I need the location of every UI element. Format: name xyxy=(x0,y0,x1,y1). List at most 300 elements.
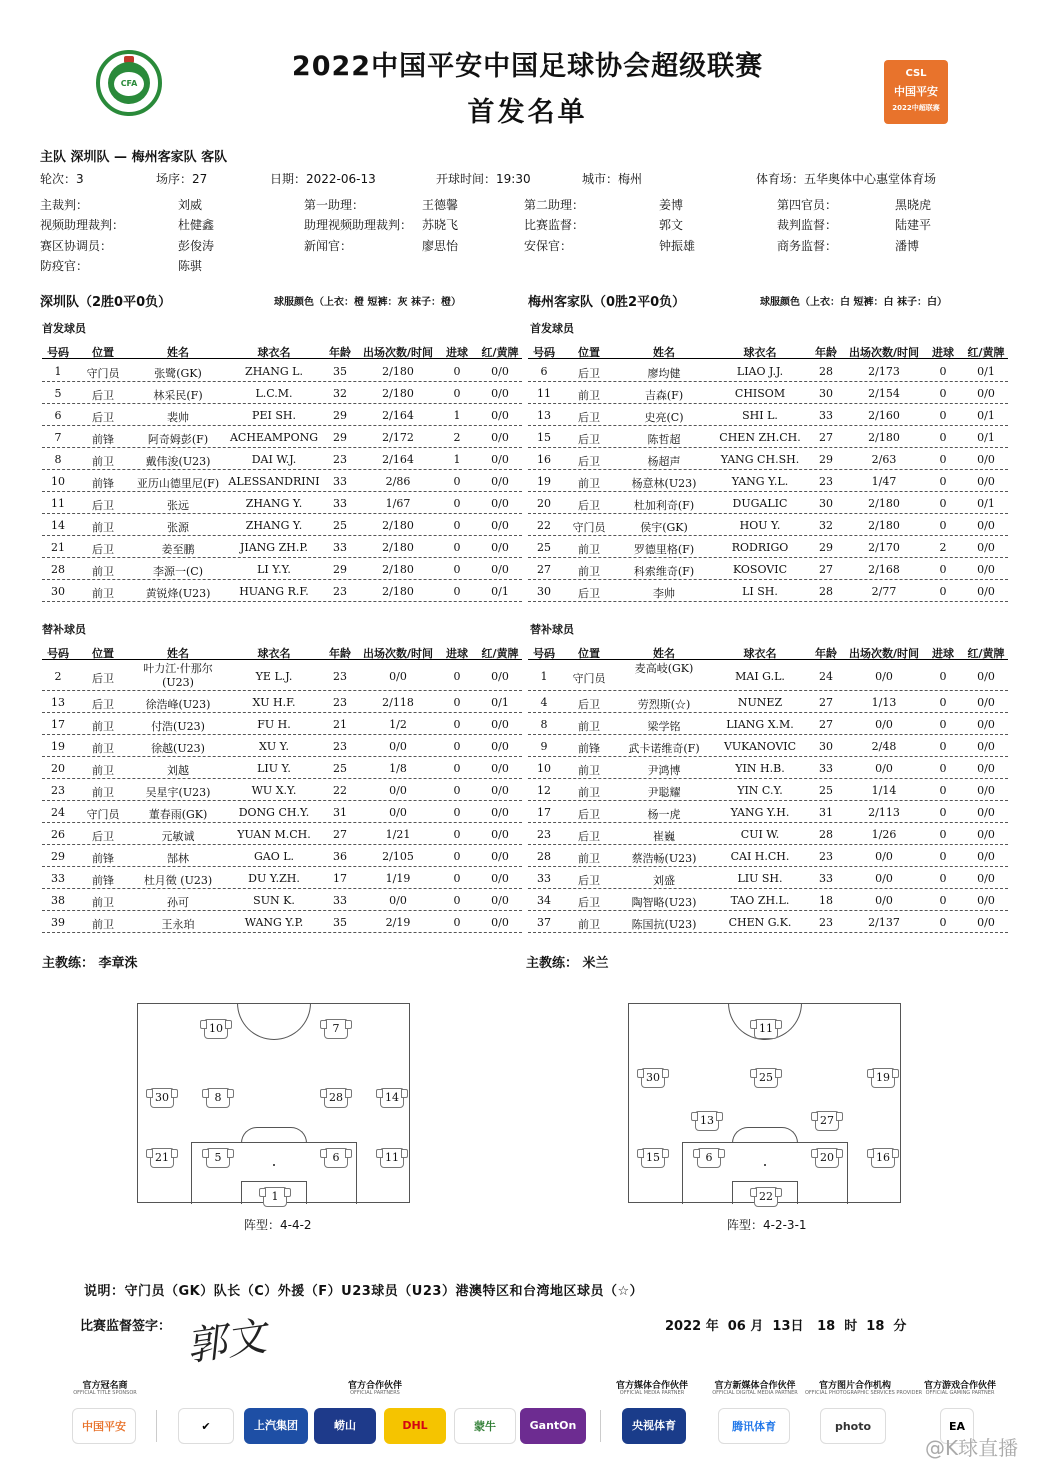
table-cell: 2/77 xyxy=(871,584,897,598)
sponsor-divider xyxy=(156,1410,157,1442)
table-cell: SUN K. xyxy=(253,893,295,907)
table-cell: 尹鸿博 xyxy=(647,763,681,777)
table-cell: LI SH. xyxy=(742,584,778,598)
table-cell: DUGALIC xyxy=(732,496,788,510)
table-cell: 24 xyxy=(51,805,65,819)
table-cell: 25 xyxy=(333,518,347,532)
row-rule xyxy=(528,535,1008,536)
table-cell: 10 xyxy=(51,474,65,488)
table-cell: ZHANG Y. xyxy=(245,518,303,532)
table-cell: 后卫 xyxy=(92,410,114,424)
row-rule xyxy=(528,932,1008,933)
table-cell: 23 xyxy=(333,739,347,753)
table-cell: 8 xyxy=(54,452,62,466)
table-cell: 2 xyxy=(939,540,947,554)
table-cell: 11 xyxy=(537,386,551,400)
official-label: 防疫官： xyxy=(40,259,89,273)
table-cell: 元敏诚 xyxy=(161,829,195,843)
sponsor-group-sub: OFFICIAL MEDIA PARTNER xyxy=(619,1390,685,1396)
table-cell: 17 xyxy=(51,717,65,731)
table-cell: 前卫 xyxy=(578,719,600,733)
table-cell: 0 xyxy=(453,540,461,554)
table-cell: 22 xyxy=(537,518,551,532)
table-cell: 0/0 xyxy=(491,849,509,863)
home-kit-colors: 球服颜色（上衣：橙 短裤：灰 袜子：橙） xyxy=(274,297,461,308)
table-cell: FU H. xyxy=(257,717,291,731)
table-cell: ALESSANDRINI xyxy=(228,474,320,488)
table-cell: 0 xyxy=(453,386,461,400)
table-cell: TAO ZH.L. xyxy=(730,893,790,907)
table-cell: 0/1 xyxy=(977,430,995,444)
table-cell: 0 xyxy=(453,915,461,929)
table-cell: 0 xyxy=(939,474,947,488)
away-formation-label: 阵型：4-2-3-1 xyxy=(727,1218,807,1232)
table-cell: 徐浩峰(U23) xyxy=(145,697,211,711)
table-cell: 25 xyxy=(819,783,833,797)
table-cell: 0/0 xyxy=(491,364,509,378)
row-rule xyxy=(528,513,1008,514)
row-rule xyxy=(42,579,522,580)
table-cell: 尹聪耀 xyxy=(647,785,681,799)
table-cell: 前卫 xyxy=(578,785,600,799)
sponsor-group-sub: OFFICIAL PHOTOGRAPHIC SERVICES PROVIDER xyxy=(805,1390,923,1396)
table-cell: 吉森(F) xyxy=(644,388,684,402)
table-cell: 0/0 xyxy=(491,761,509,775)
column-header: 位置 xyxy=(92,647,114,660)
column-header: 年龄 xyxy=(815,346,837,359)
column-header: 位置 xyxy=(92,346,114,359)
row-rule xyxy=(528,822,1008,823)
row-rule xyxy=(528,910,1008,911)
table-cell: 麦高岐(GK) xyxy=(634,662,694,675)
table-cell: CHEN G.K. xyxy=(728,915,792,929)
row-rule xyxy=(42,447,522,448)
row-rule xyxy=(528,866,1008,867)
table-cell: LIU SH. xyxy=(737,871,783,885)
column-header: 球衣名 xyxy=(257,647,291,660)
table-cell: 0/0 xyxy=(491,452,509,466)
row-rule xyxy=(528,579,1008,580)
table-cell: 39 xyxy=(51,915,65,929)
header-rule xyxy=(42,659,522,660)
table-cell: SHI L. xyxy=(742,408,778,422)
table-cell: 董春雨(GK) xyxy=(148,807,208,821)
sponsor-group-label: 官方媒体合作伙伴 xyxy=(615,1381,688,1391)
table-cell: 1/21 xyxy=(385,827,411,841)
sponsor-group-sub: OFFICIAL GAMING PARTNER xyxy=(925,1390,995,1396)
row-rule xyxy=(42,822,522,823)
table-cell: MAI G.L. xyxy=(735,669,785,683)
table-cell: 0/0 xyxy=(977,518,995,532)
table-cell: 2/105 xyxy=(382,849,414,863)
table-cell: 0/0 xyxy=(977,584,995,598)
table-cell: 33 xyxy=(819,408,833,422)
table-cell: 0 xyxy=(453,805,461,819)
table-cell: 23 xyxy=(819,915,833,929)
table-cell: 1/67 xyxy=(385,496,411,510)
table-cell: 7 xyxy=(54,430,62,444)
table-cell: 31 xyxy=(819,805,833,819)
table-cell: 19 xyxy=(51,739,65,753)
table-cell: 0 xyxy=(939,430,947,444)
table-cell: 前卫 xyxy=(92,763,114,777)
row-rule xyxy=(42,800,522,801)
table-cell: KOSOVIC xyxy=(732,562,787,576)
row-rule xyxy=(528,778,1008,779)
table-cell: LI Y.Y. xyxy=(257,562,291,576)
table-cell: LIU Y. xyxy=(257,761,291,775)
table-cell: CHEN ZH.CH. xyxy=(719,430,801,444)
table-cell: 33 xyxy=(819,761,833,775)
official-label: 第二助理： xyxy=(524,198,585,212)
official-name: 彭俊涛 xyxy=(178,239,215,253)
table-cell: 0/0 xyxy=(977,695,995,709)
table-cell: 2/19 xyxy=(385,915,411,929)
table-cell: 28 xyxy=(819,827,833,841)
table-cell: 1/47 xyxy=(871,474,897,488)
table-cell: 李源一(C) xyxy=(153,564,203,578)
sponsor-group-label: 官方图片合作机构 xyxy=(818,1381,891,1391)
official-label: 助理视频助理裁判： xyxy=(304,218,413,232)
table-cell: 0 xyxy=(939,518,947,532)
table-cell: 0/1 xyxy=(977,408,995,422)
table-cell: YUAN M.CH. xyxy=(237,827,311,841)
table-cell: 23 xyxy=(333,695,347,709)
table-cell: 后卫 xyxy=(92,498,114,512)
table-cell: YE L.J. xyxy=(255,669,293,683)
table-cell: 守门员 xyxy=(572,520,606,534)
table-cell: 0 xyxy=(939,562,947,576)
column-header: 年龄 xyxy=(329,346,351,359)
table-cell: 0/0 xyxy=(389,739,407,753)
round-info: 轮次：3 xyxy=(40,172,84,186)
row-rule xyxy=(528,469,1008,470)
table-cell: 杜加利奇(F) xyxy=(633,498,695,512)
player-jersey: 30 xyxy=(641,1068,665,1088)
table-cell: 33 xyxy=(333,496,347,510)
table-cell: 15 xyxy=(537,430,551,444)
sponsor-logo: ✔ xyxy=(178,1408,234,1444)
table-cell: 杨一虎 xyxy=(647,807,681,821)
sponsor-group-label: 官方合作伙伴 xyxy=(347,1381,402,1391)
table-cell: XU Y. xyxy=(259,739,289,753)
away-team-title: 梅州客家队（0胜2平0负） xyxy=(528,295,686,310)
table-cell: 29 xyxy=(333,408,347,422)
table-cell: 0/0 xyxy=(875,761,893,775)
table-cell: 11 xyxy=(51,496,65,510)
table-cell: 后卫 xyxy=(578,432,600,446)
player-jersey: 27 xyxy=(815,1111,839,1131)
player-jersey: 19 xyxy=(871,1068,895,1088)
table-cell: 崔巍 xyxy=(653,829,675,843)
sponsor-logo: 上汽集团 xyxy=(244,1408,308,1444)
official-label: 主裁判： xyxy=(40,198,89,212)
table-cell: 林采民(F) xyxy=(153,388,203,402)
table-cell: 前卫 xyxy=(578,564,600,578)
row-rule xyxy=(42,557,522,558)
table-cell: 后卫 xyxy=(92,542,114,556)
column-header: 红/黄牌 xyxy=(481,346,519,359)
table-cell: 2 xyxy=(453,430,461,444)
sponsor-logo: 崂山 xyxy=(314,1408,376,1444)
supervisor-signature: 郭文 xyxy=(183,1313,270,1371)
row-rule xyxy=(528,601,1008,602)
table-cell: 27 xyxy=(537,562,551,576)
table-cell: 13 xyxy=(537,408,551,422)
table-cell: 前卫 xyxy=(92,454,114,468)
kickoff-info: 开球时间：19:30 xyxy=(436,172,531,186)
row-rule xyxy=(42,403,522,404)
table-cell: 0/0 xyxy=(977,669,995,683)
row-rule xyxy=(42,756,522,757)
table-cell: 10 xyxy=(537,761,551,775)
table-cell: 0/0 xyxy=(491,871,509,885)
table-cell: 1 xyxy=(540,669,548,683)
table-cell: HOU Y. xyxy=(739,518,781,532)
table-cell: 裴帅 xyxy=(167,410,189,424)
player-jersey: 30 xyxy=(150,1088,174,1108)
table-cell: JIANG ZH.P. xyxy=(239,540,308,554)
away-formation-pitch xyxy=(628,1003,901,1203)
table-cell: 0/0 xyxy=(491,562,509,576)
table-cell: 33 xyxy=(51,871,65,885)
player-jersey: 25 xyxy=(754,1068,778,1088)
table-cell: 0 xyxy=(453,562,461,576)
table-cell: 30 xyxy=(819,386,833,400)
table-cell: 0 xyxy=(939,761,947,775)
table-cell: 前锋 xyxy=(578,741,600,755)
table-cell: CAI H.CH. xyxy=(730,849,790,863)
sponsor-logo: EA xyxy=(940,1408,974,1444)
table-cell: 0/0 xyxy=(977,540,995,554)
table-cell: 前卫 xyxy=(578,763,600,777)
table-cell: 后卫 xyxy=(578,454,600,468)
table-cell: 付浩(U23) xyxy=(151,719,205,733)
table-cell: 罗德里格(F) xyxy=(633,542,695,556)
sponsor-group-sub: OFFICIAL PARTNERS xyxy=(350,1390,400,1396)
table-cell: 22 xyxy=(333,783,347,797)
home-starters-label: 首发球员 xyxy=(42,322,86,335)
column-header: 红/黄牌 xyxy=(967,346,1005,359)
table-cell: HUANG R.F. xyxy=(239,584,309,598)
table-cell: 6 xyxy=(54,408,62,422)
column-header: 位置 xyxy=(578,346,600,359)
table-cell: 史亮(C) xyxy=(644,410,684,424)
table-cell: 蔡浩畅(U23) xyxy=(631,851,697,865)
table-cell: WANG Y.P. xyxy=(244,915,304,929)
table-cell: 32 xyxy=(819,518,833,532)
table-cell: 0 xyxy=(453,695,461,709)
table-cell: 0 xyxy=(939,893,947,907)
column-header: 进球 xyxy=(446,647,468,660)
home-team-title: 深圳队（2胜0平0负） xyxy=(40,295,172,310)
table-cell: 后卫 xyxy=(578,586,600,600)
table-cell: 1 xyxy=(453,408,461,422)
table-cell: 前锋 xyxy=(92,432,114,446)
table-cell: 0 xyxy=(453,849,461,863)
row-rule xyxy=(42,690,522,691)
column-header: 姓名 xyxy=(653,647,675,660)
table-cell: DAI W.J. xyxy=(251,452,297,466)
table-cell: YIN C.Y. xyxy=(737,783,783,797)
table-cell: 0 xyxy=(453,783,461,797)
table-cell: 1/26 xyxy=(871,827,897,841)
table-cell: 0 xyxy=(939,695,947,709)
official-name: 郭文 xyxy=(659,218,684,232)
table-cell: 前卫 xyxy=(92,917,114,931)
sponsor-group-sub: OFFICIAL DIGITAL MEDIA PARTNER xyxy=(712,1390,798,1396)
official-name: 陆建平 xyxy=(895,218,932,232)
row-rule xyxy=(528,734,1008,735)
table-cell: 侯宇(GK) xyxy=(640,520,688,534)
column-header: 号码 xyxy=(47,647,69,660)
table-cell: 2 xyxy=(54,669,62,683)
column-header: 号码 xyxy=(47,346,69,359)
table-cell: 2/164 xyxy=(382,452,414,466)
column-header: 年龄 xyxy=(329,647,351,660)
table-cell: 23 xyxy=(819,474,833,488)
table-cell: DU Y.ZH. xyxy=(248,871,300,885)
table-cell: 23 xyxy=(537,827,551,841)
table-cell: 18 xyxy=(819,893,833,907)
row-rule xyxy=(528,690,1008,691)
row-rule xyxy=(42,844,522,845)
table-cell: 0 xyxy=(453,717,461,731)
table-cell: 前锋 xyxy=(92,476,114,490)
official-label: 第四官员： xyxy=(777,198,838,212)
table-cell: 0 xyxy=(939,408,947,422)
row-rule xyxy=(42,491,522,492)
cfa-logo: CFA xyxy=(96,50,162,116)
table-cell: 0/0 xyxy=(875,871,893,885)
table-cell: 0 xyxy=(939,739,947,753)
table-cell: 0/1 xyxy=(977,364,995,378)
table-cell: 0/0 xyxy=(977,849,995,863)
table-cell: 0/0 xyxy=(491,518,509,532)
table-cell: 19 xyxy=(537,474,551,488)
column-header: 出场次数/时间 xyxy=(848,346,920,359)
table-cell: 陶智略(U23) xyxy=(631,895,697,909)
table-cell: 0 xyxy=(453,739,461,753)
table-cell: DONG CH.Y. xyxy=(238,805,310,819)
home-coach: 主教练： 李章洙 xyxy=(42,956,138,971)
row-rule xyxy=(528,425,1008,426)
table-cell: 17 xyxy=(537,805,551,819)
table-cell: YIN H.B. xyxy=(735,761,785,775)
table-cell: 0/1 xyxy=(491,695,509,709)
player-jersey: 22 xyxy=(754,1187,778,1207)
column-header: 红/黄牌 xyxy=(967,647,1005,660)
table-cell: 0/0 xyxy=(491,496,509,510)
column-header: 球衣名 xyxy=(743,346,777,359)
official-name: 杜健鑫 xyxy=(178,218,215,232)
table-cell: 后卫 xyxy=(578,873,600,887)
table-cell: 0/0 xyxy=(491,386,509,400)
column-header: 红/黄牌 xyxy=(481,647,519,660)
table-cell: 0/0 xyxy=(389,805,407,819)
table-cell: 2/180 xyxy=(382,386,414,400)
official-label: 视频助理裁判： xyxy=(40,218,125,232)
sponsor-logo: 腾讯体育 xyxy=(718,1408,790,1444)
row-rule xyxy=(42,888,522,889)
table-cell: 0 xyxy=(939,915,947,929)
table-cell: 6 xyxy=(540,364,548,378)
table-cell: 0 xyxy=(939,849,947,863)
table-cell: 2/86 xyxy=(385,474,411,488)
table-cell: 后卫 xyxy=(578,895,600,909)
table-cell: 12 xyxy=(537,783,551,797)
official-label: 安保官： xyxy=(524,239,573,253)
table-cell: 陈哲超 xyxy=(647,432,681,446)
table-cell: CUI W. xyxy=(740,827,780,841)
table-cell: 1 xyxy=(54,364,62,378)
table-cell: 29 xyxy=(819,540,833,554)
table-cell: 37 xyxy=(537,915,551,929)
player-jersey: 14 xyxy=(380,1088,404,1108)
table-cell: 前卫 xyxy=(92,785,114,799)
table-cell: 郜林 xyxy=(167,851,189,865)
table-cell: 张源 xyxy=(167,520,189,534)
table-cell: 24 xyxy=(819,669,833,683)
table-cell: 2/180 xyxy=(382,364,414,378)
match-no-info: 场序：27 xyxy=(156,172,208,186)
player-jersey: 8 xyxy=(206,1088,230,1108)
row-rule xyxy=(42,712,522,713)
table-cell: 廖均健 xyxy=(647,366,681,380)
table-cell: L.C.M. xyxy=(255,386,293,400)
table-cell: 0/0 xyxy=(491,783,509,797)
page-title: 2022中国平安中国足球协会超级联赛 xyxy=(291,51,764,82)
header-rule xyxy=(42,358,522,359)
row-rule xyxy=(42,734,522,735)
table-cell: 0/0 xyxy=(977,761,995,775)
away-kit-colors: 球服颜色（上衣：白 短裤：白 袜子：白） xyxy=(760,297,947,308)
table-cell: 后卫 xyxy=(578,807,600,821)
table-cell: 0 xyxy=(453,474,461,488)
row-rule xyxy=(42,381,522,382)
row-rule xyxy=(42,469,522,470)
player-jersey: 6 xyxy=(697,1148,721,1168)
table-cell: 后卫 xyxy=(578,829,600,843)
table-cell: 2/180 xyxy=(382,584,414,598)
table-cell: 0 xyxy=(453,364,461,378)
row-rule xyxy=(42,932,522,933)
official-name: 廖思怡 xyxy=(422,239,459,253)
teams-line: 主队 深圳队 — 梅州客家队 客队 xyxy=(40,150,228,165)
table-cell: 2/180 xyxy=(868,430,900,444)
table-cell: 后卫 xyxy=(578,366,600,380)
table-cell: 杜月徵 (U23) xyxy=(143,873,213,887)
table-cell: 29 xyxy=(333,430,347,444)
table-cell: 16 xyxy=(537,452,551,466)
table-cell: 23 xyxy=(333,669,347,683)
home-subs-label: 替补球员 xyxy=(42,623,86,636)
table-cell: 0/0 xyxy=(977,893,995,907)
table-cell: 前卫 xyxy=(578,851,600,865)
table-cell: 0/0 xyxy=(491,540,509,554)
table-cell: 0/0 xyxy=(491,739,509,753)
table-cell: XU H.F. xyxy=(252,695,296,709)
official-label: 商务监督： xyxy=(777,239,838,253)
sponsor-logo: 蒙牛 xyxy=(454,1408,516,1444)
official-label: 新闻官： xyxy=(304,239,353,253)
table-cell: 1 xyxy=(453,452,461,466)
table-cell: 杨意林(U23) xyxy=(631,476,697,490)
table-cell: 前卫 xyxy=(578,476,600,490)
column-header: 球衣名 xyxy=(257,346,291,359)
column-header: 进球 xyxy=(446,346,468,359)
table-cell: 后卫 xyxy=(578,498,600,512)
